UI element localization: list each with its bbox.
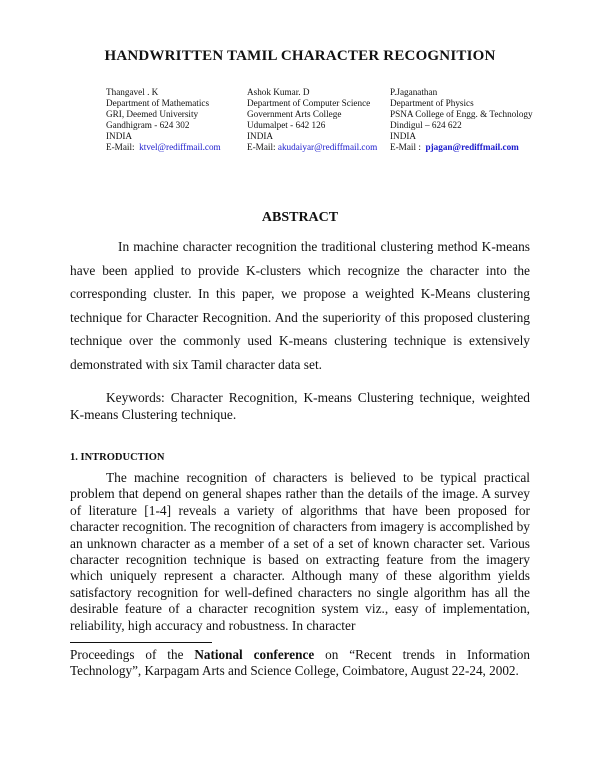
footnote-prefix: Proceedings of the: [70, 647, 195, 662]
author-city: Dindigul – 624 622: [390, 120, 462, 130]
footnote-bold-text: National conference: [194, 647, 315, 662]
footnote-suffix: on “Recent trends in Information Technology”, Karpagam Arts and Science College, Coimbatore, August 22-24, 2002.: [70, 647, 530, 679]
footnote: [70, 647, 530, 680]
author-email-line: [390, 142, 590, 153]
author-institution: GRI, Deemed University: [106, 109, 199, 119]
abstract-paragraph: [70, 235, 530, 377]
author-department: Department of Physics: [390, 98, 474, 108]
author-email-link[interactable]: pjagan@rediffmail.com: [425, 142, 519, 152]
author-department: Department of Mathematics: [106, 98, 210, 108]
author-department: Department of Computer Science: [247, 98, 371, 108]
author-email-link[interactable]: akudaiyar@rediffmail.com: [277, 142, 378, 152]
author-name: P.Jaganathan: [390, 87, 438, 97]
footnote-divider: [70, 642, 212, 643]
keywords-paragraph: [70, 389, 530, 423]
author-city: Udumalpet - 642 126: [247, 120, 326, 130]
author-country: INDIA: [247, 131, 274, 141]
author-block-3: [390, 87, 590, 153]
introduction-paragraph: [70, 470, 530, 634]
abstract-text: In machine character recognition the traditional clustering method K-means have been applied to provide K-clusters which recognize the character into the corresponding cluster. In this paper, we propose a weighted K-Means clustering technique for Character Recognition. And the superiority of this proposed clustering technique over the commonly used K-means clustering technique is extensively demonstrated with six Tamil character data set.: [70, 239, 530, 372]
author-institution: PSNA College of Engg. & Technology: [390, 109, 533, 119]
section-heading-introduction: 1. INTRODUCTION: [70, 452, 165, 463]
author-name: Thangavel . K: [106, 87, 159, 97]
author-email-link[interactable]: ktvel@rediffmail.com: [139, 142, 221, 152]
introduction-text: The machine recognition of characters is believed to be typical practical problem that depend on general shapes rather than the details of the image. A survey of literature [1-4] reveals a variety of algorithms that have been proposed for character recognition. The recognition of characters from imagery is accomplished by an unknown character as a member of a set of a set of known character set. Various character recognition technique is based on extracting feature from the imagery which uniquely represent a character. Although many of these algorithm yields satisfactory recognition for well-defined characters no single algorithm has all the desirable feature of a character recognition system viz., easy of implementation, reliability, high accuracy and robustness. In character: [70, 470, 530, 633]
author-country: INDIA: [106, 131, 133, 141]
author-name: Ashok Kumar. D: [247, 87, 310, 97]
email-label: E-Mail:: [106, 142, 135, 152]
keywords-text: Keywords: Character Recognition, K-means Clustering technique, weighted K-means Clustering technique.: [70, 390, 530, 422]
email-label: E-Mail :: [390, 142, 421, 152]
abstract-heading: ABSTRACT: [261, 210, 339, 225]
email-label: E-Mail:: [247, 142, 276, 152]
author-city: Gandhigram - 624 302: [106, 120, 190, 130]
author-country: INDIA: [390, 131, 417, 141]
author-institution: Government Arts College: [247, 109, 342, 119]
paper-title: HANDWRITTEN TAMIL CHARACTER RECOGNITION: [104, 48, 496, 64]
